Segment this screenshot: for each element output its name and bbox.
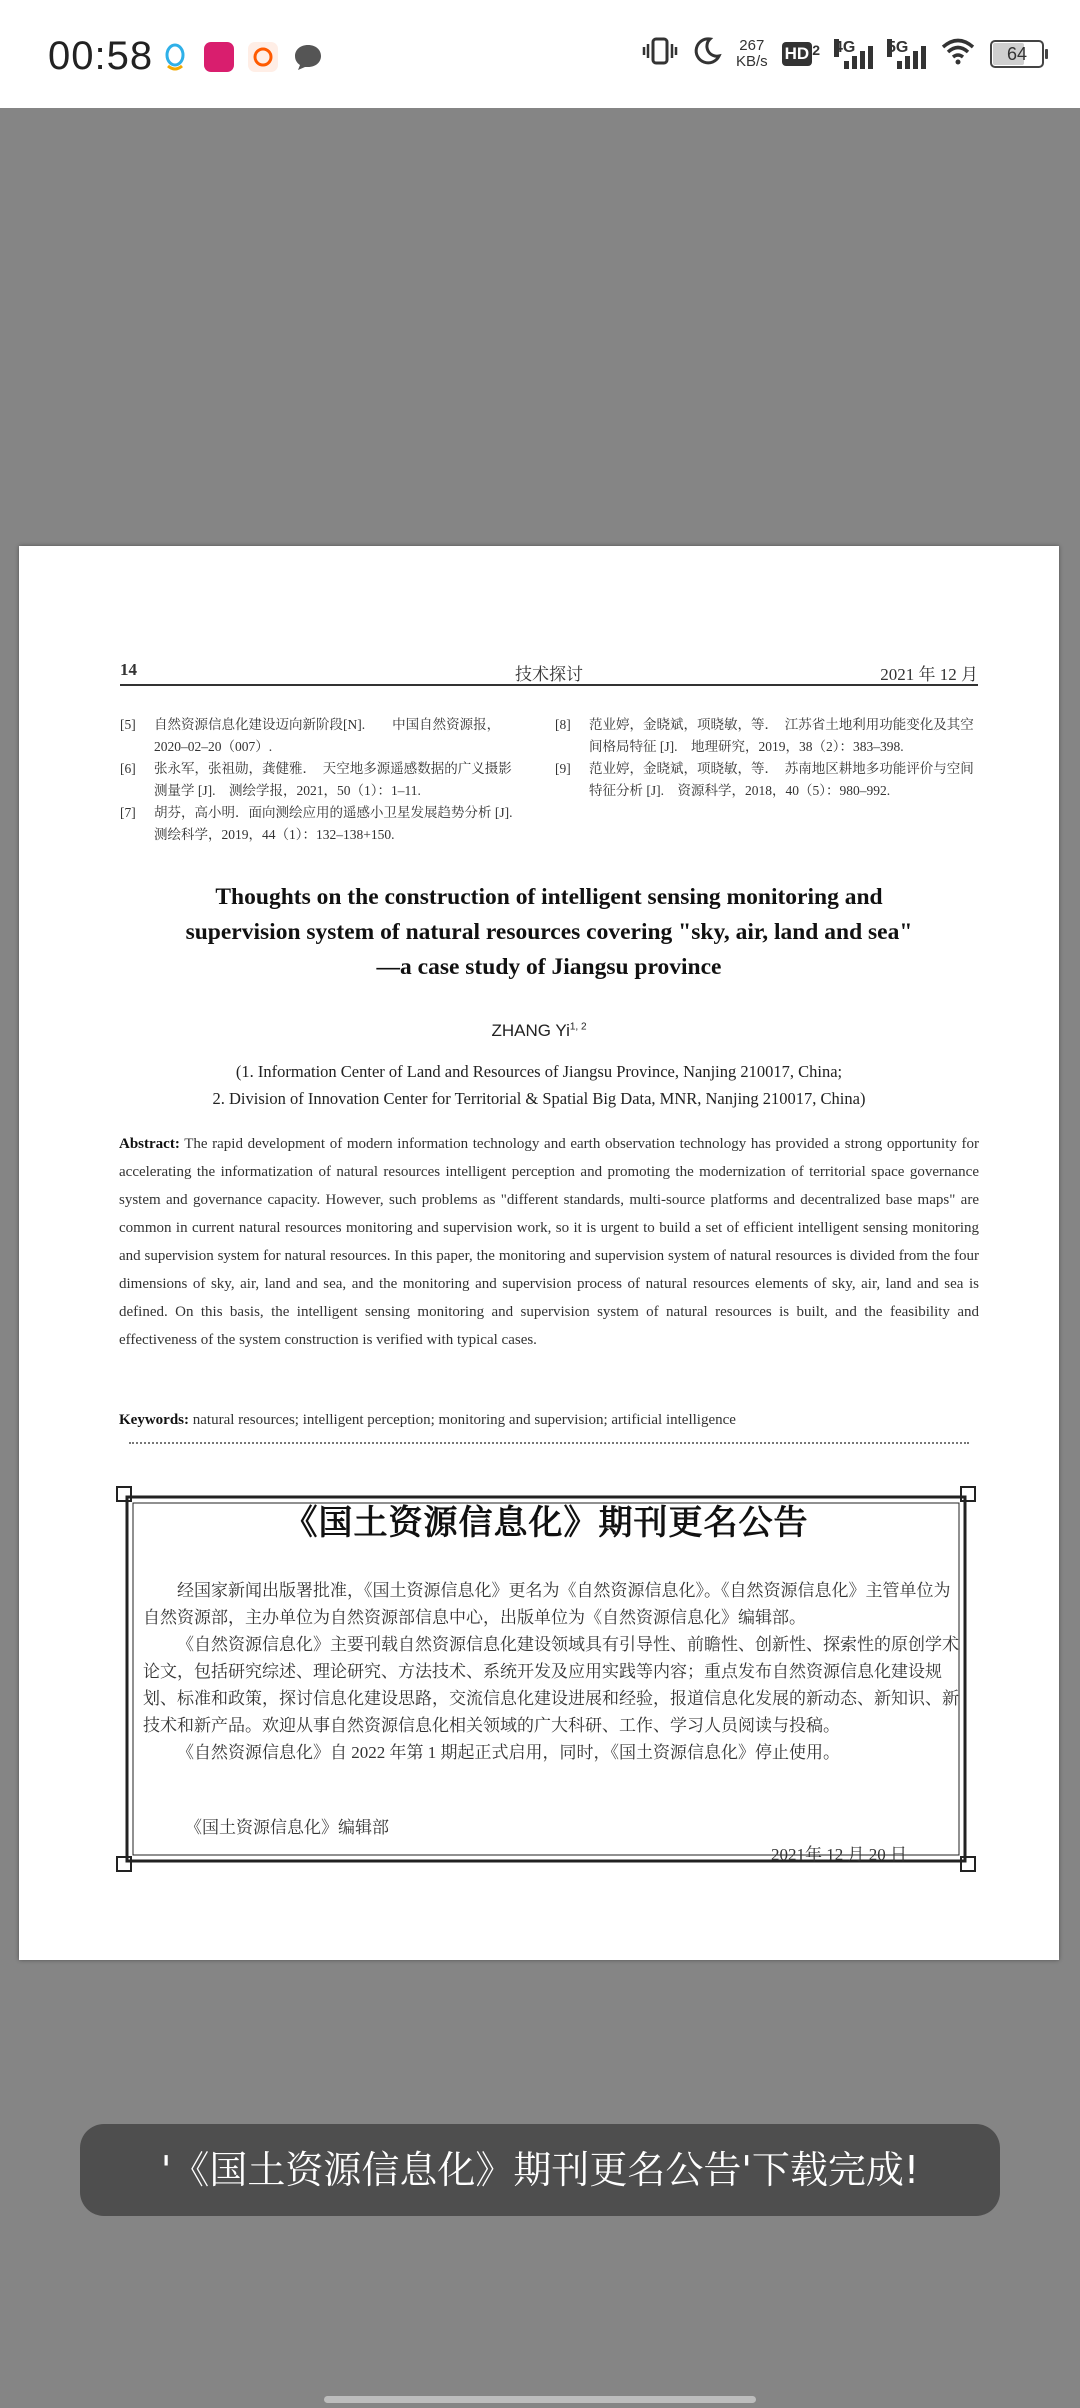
reference-item: [8] 范业婷，金晓斌，项晓敏，等． 江苏省土地利用功能变化及其空间格局特征 [J]. 地理研究，2019，38（2）：383–398.	[555, 717, 974, 754]
net-speed: 267 KB/s	[735, 36, 768, 70]
references-left	[120, 714, 526, 846]
document-page	[19, 546, 1059, 1960]
page-header	[120, 660, 978, 686]
dotted-divider	[129, 1442, 969, 1444]
article-title: Thoughts on the construction of intelligent sensing monitoring and supervision system of natural resources covering "sky, air, land and sea" —a case study of Jiangsu province	[185, 884, 913, 980]
signal-4g-icon: 4G	[834, 39, 873, 69]
reference-item: [9] 范业婷，金晓斌，项晓敏，等． 苏南地区耕地多功能评价与空间特征分析 [J]. 资源科学，2018，40（5）：980–992.	[555, 761, 974, 798]
clock: 00:58	[48, 34, 154, 78]
reference-item: [7] 胡芬，高小明．面向测绘应用的遥感小卫星发展趋势分析 [J]. 测绘科学，2019，44（1）：132–138+150.	[120, 805, 526, 842]
do-not-disturb-icon	[692, 36, 722, 71]
issue-date: 2021 年 12 月	[880, 665, 978, 684]
notice-signature: 《国土资源信息化》编辑部	[185, 1818, 389, 1837]
message-icon	[292, 42, 322, 72]
wifi-icon	[940, 36, 976, 71]
affiliations: (1. Information Center of Land and Resources of Jiangsu Province, Nanjing 210017, China; 2. Division of Innovation Center for Territorial & Spatial Big Data, MNR, Nanjing 210017, China)	[212, 1062, 866, 1108]
section-name: 技术探讨	[515, 665, 583, 684]
vibrate-icon	[642, 36, 678, 71]
references-right	[555, 714, 975, 802]
notification-icons	[160, 42, 322, 72]
notice-date: 2021年 12 月 20 日	[771, 1845, 907, 1864]
reference-item: [5] 自然资源信息化建设迈向新阶段[N]. 中国自然资源报，2020–02–20（007）.	[120, 717, 501, 754]
shopping-app-icon	[204, 42, 234, 72]
status-bar	[0, 0, 1080, 108]
status-icons	[642, 36, 1044, 71]
home-indicator[interactable]	[324, 2396, 756, 2403]
download-complete-toast: '《国土资源信息化》期刊更名公告'下载完成!	[80, 2124, 1000, 2216]
notice-title: 《国土资源信息化》期刊更名公告	[283, 1505, 809, 1542]
hd-voice-icon: HD 2	[782, 42, 820, 66]
taobao-icon	[248, 42, 278, 72]
article-author: ZHANG Yi$^{1, 2}$	[491, 1021, 587, 1040]
page-number: 14	[120, 660, 137, 679]
reference-item: [6] 张永军，张祖勋，龚健雅． 天空地多源遥感数据的广义摄影测量学 [J]. 测绘学报，2021，50（1）：1–11.	[120, 761, 512, 798]
qq-icon	[160, 42, 190, 72]
battery-icon: 64	[990, 40, 1044, 68]
keywords: Keywords: natural resources; intelligent perception; monitoring and supervision; artificial intelligence	[119, 1412, 736, 1428]
signal-5g-icon: 5G	[887, 39, 926, 69]
abstract: Abstract: The rapid development of modern information technology and earth observation technology has provided a strong opportunity for accelerating the informatization of natural resources intelligent perception and promoting the modernization of territorial space governance system and governance capacity. However, such problems as "different standards, multi-source platforms and decentralized base maps" are common in current natural resources monitoring and supervision work, so it is urgent to build a set of efficient intelligent sensing monitoring and supervision system for natural resources. In this paper, the monitoring and supervision system of natural resources is divided from the four dimensions of sky, air, land and sea, and the monitoring and supervision process of natural resources elements of sky, air, land and sea is defined. On this basis, the intelligent sensing monitoring and supervision system of natural resources is built, and the feasibility and effectiveness of the system construction is verified with typical cases.	[119, 1136, 979, 1348]
notice-body: 经国家新闻出版署批准，《国土资源信息化》更名为《自然资源信息化》。《自然资源信息化》主管单位为自然资源部，主办单位为自然资源部信息中心，出版单位为《自然资源信息化》编辑部。 《自然资源信息化》主要刊载自然资源信息化建设领域具有引导性、前瞻性、创新性、探索性的原创学术论文，包括研究综述、理论研究、方法技术、系统开发及应用实践等内容；重点发布自然资源信息化建设规划、标准和政策，探讨信息化建设思路，交流信息化建设进展和经验，报道信息化发展的新动态、新知识、新技术和新产品。欢迎从事自然资源信息化相关领域的广大科研、工作、学习人员阅读与投稿。 《自然资源信息化》自 2022 年第 1 期起正式启用，同时，《国土资源信息化》停止使用。	[143, 1581, 959, 1762]
rename-notice	[115, 1485, 977, 1873]
